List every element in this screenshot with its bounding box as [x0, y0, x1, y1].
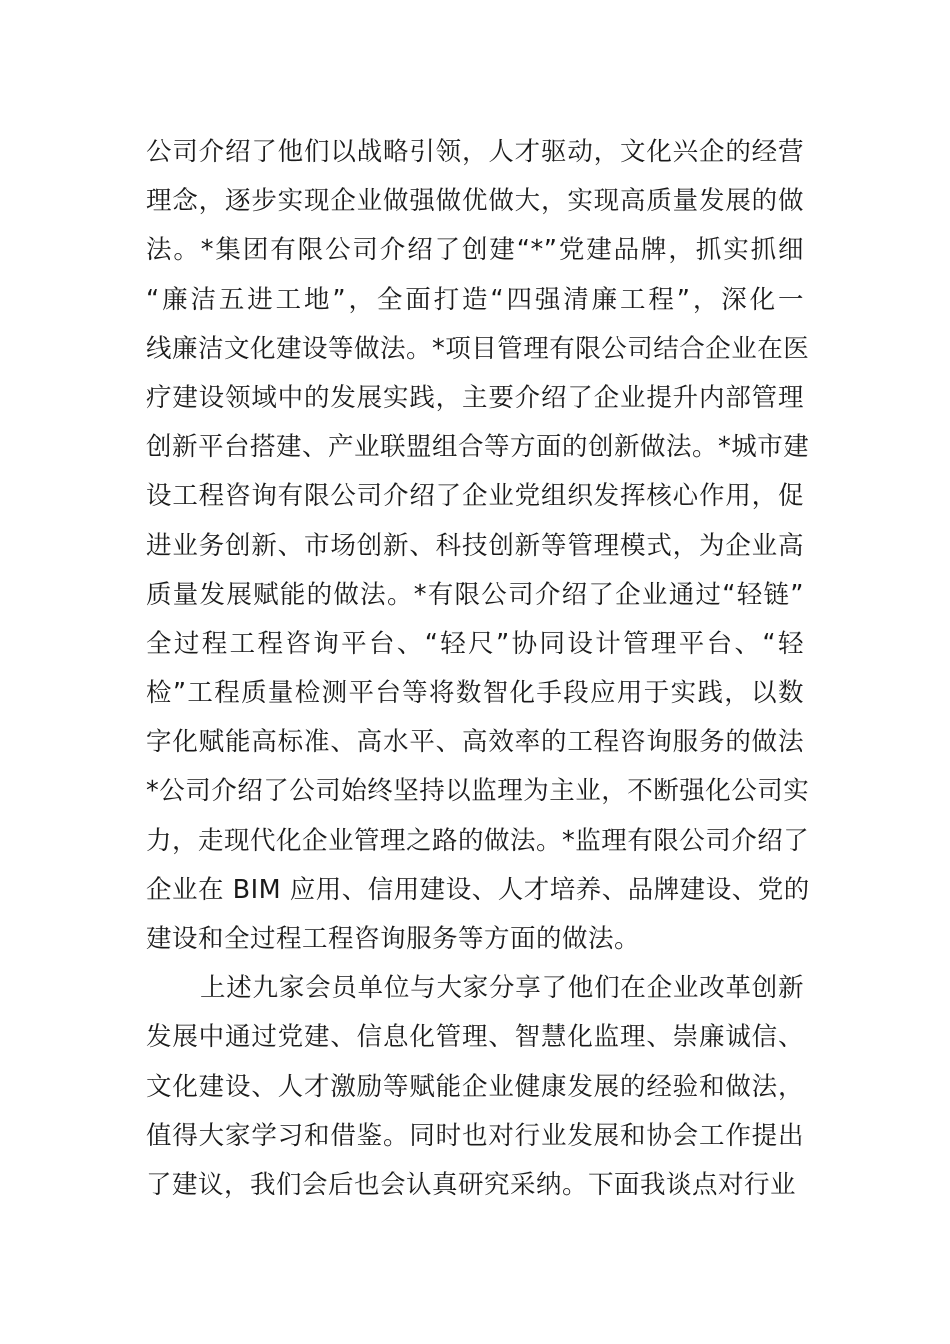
body-text — [146, 128, 810, 1210]
text-line: 值得大家学习和借鉴。同时也对行业发展和协会工作提出 — [146, 1120, 804, 1151]
text-line: 理念，逐步实现企业做强做优做大，实现高质量发展的做 — [146, 186, 804, 217]
text-line: “廉洁五进工地”，全面打造“四强清廉工程”，深化一 — [146, 284, 804, 315]
text-line: 了建议，我们会后也会认真研究采纳。下面我谈点对行业 — [146, 1169, 797, 1200]
text-line: *公司介绍了公司始终坚持以监理为主业，不断强化公司实 — [146, 776, 810, 807]
text-line: 企业在 BIM 应用、信用建设、人才培养、品牌建设、党的 — [146, 874, 810, 905]
text-line: 检”工程质量检测平台等将数智化手段应用于实践，以数 — [146, 678, 804, 709]
text-line: 法。*集团有限公司介绍了创建“*”党建品牌，抓实抓细 — [146, 235, 804, 266]
text-line: 创新平台搭建、产业联盟组合等方面的创新做法。*城市建 — [146, 432, 810, 463]
text-line: 公司介绍了他们以战略引领，人才驱动，文化兴企的经营 — [146, 137, 804, 167]
text-line: 全过程工程咨询平台、“轻尺”协同设计管理平台、“轻 — [146, 628, 804, 659]
text-line: 线廉洁文化建设等做法。*项目管理有限公司结合企业在医 — [146, 333, 810, 364]
text-line: 字化赋能高标准、高水平、高效率的工程咨询服务的做法 — [146, 727, 804, 758]
text-line: 进业务创新、市场创新、科技创新等管理模式，为企业高 — [146, 530, 804, 561]
text-line: 发展中通过党建、信息化管理、智慧化监理、崇廉诚信、 — [146, 1022, 804, 1053]
text-line: 质量发展赋能的做法。*有限公司介绍了企业通过“轻链” — [146, 579, 804, 610]
paragraph-summary — [146, 964, 804, 1210]
text-line: 文化建设、人才激励等赋能企业健康发展的经验和做法， — [146, 1071, 804, 1102]
text-line: 设工程咨询有限公司介绍了企业党组织发挥核心作用，促 — [146, 481, 804, 512]
text-line: 上述九家会员单位与大家分享了他们在企业改革创新 — [200, 973, 804, 1004]
text-line: 力，走现代化企业管理之路的做法。*监理有限公司介绍了 — [146, 825, 810, 856]
text-line: 疗建设领域中的发展实践，主要介绍了企业提升内部管理 — [146, 382, 804, 413]
text-line: 建设和全过程工程咨询服务等方面的做法。 — [146, 924, 641, 954]
paragraph-member-practices — [146, 128, 810, 964]
